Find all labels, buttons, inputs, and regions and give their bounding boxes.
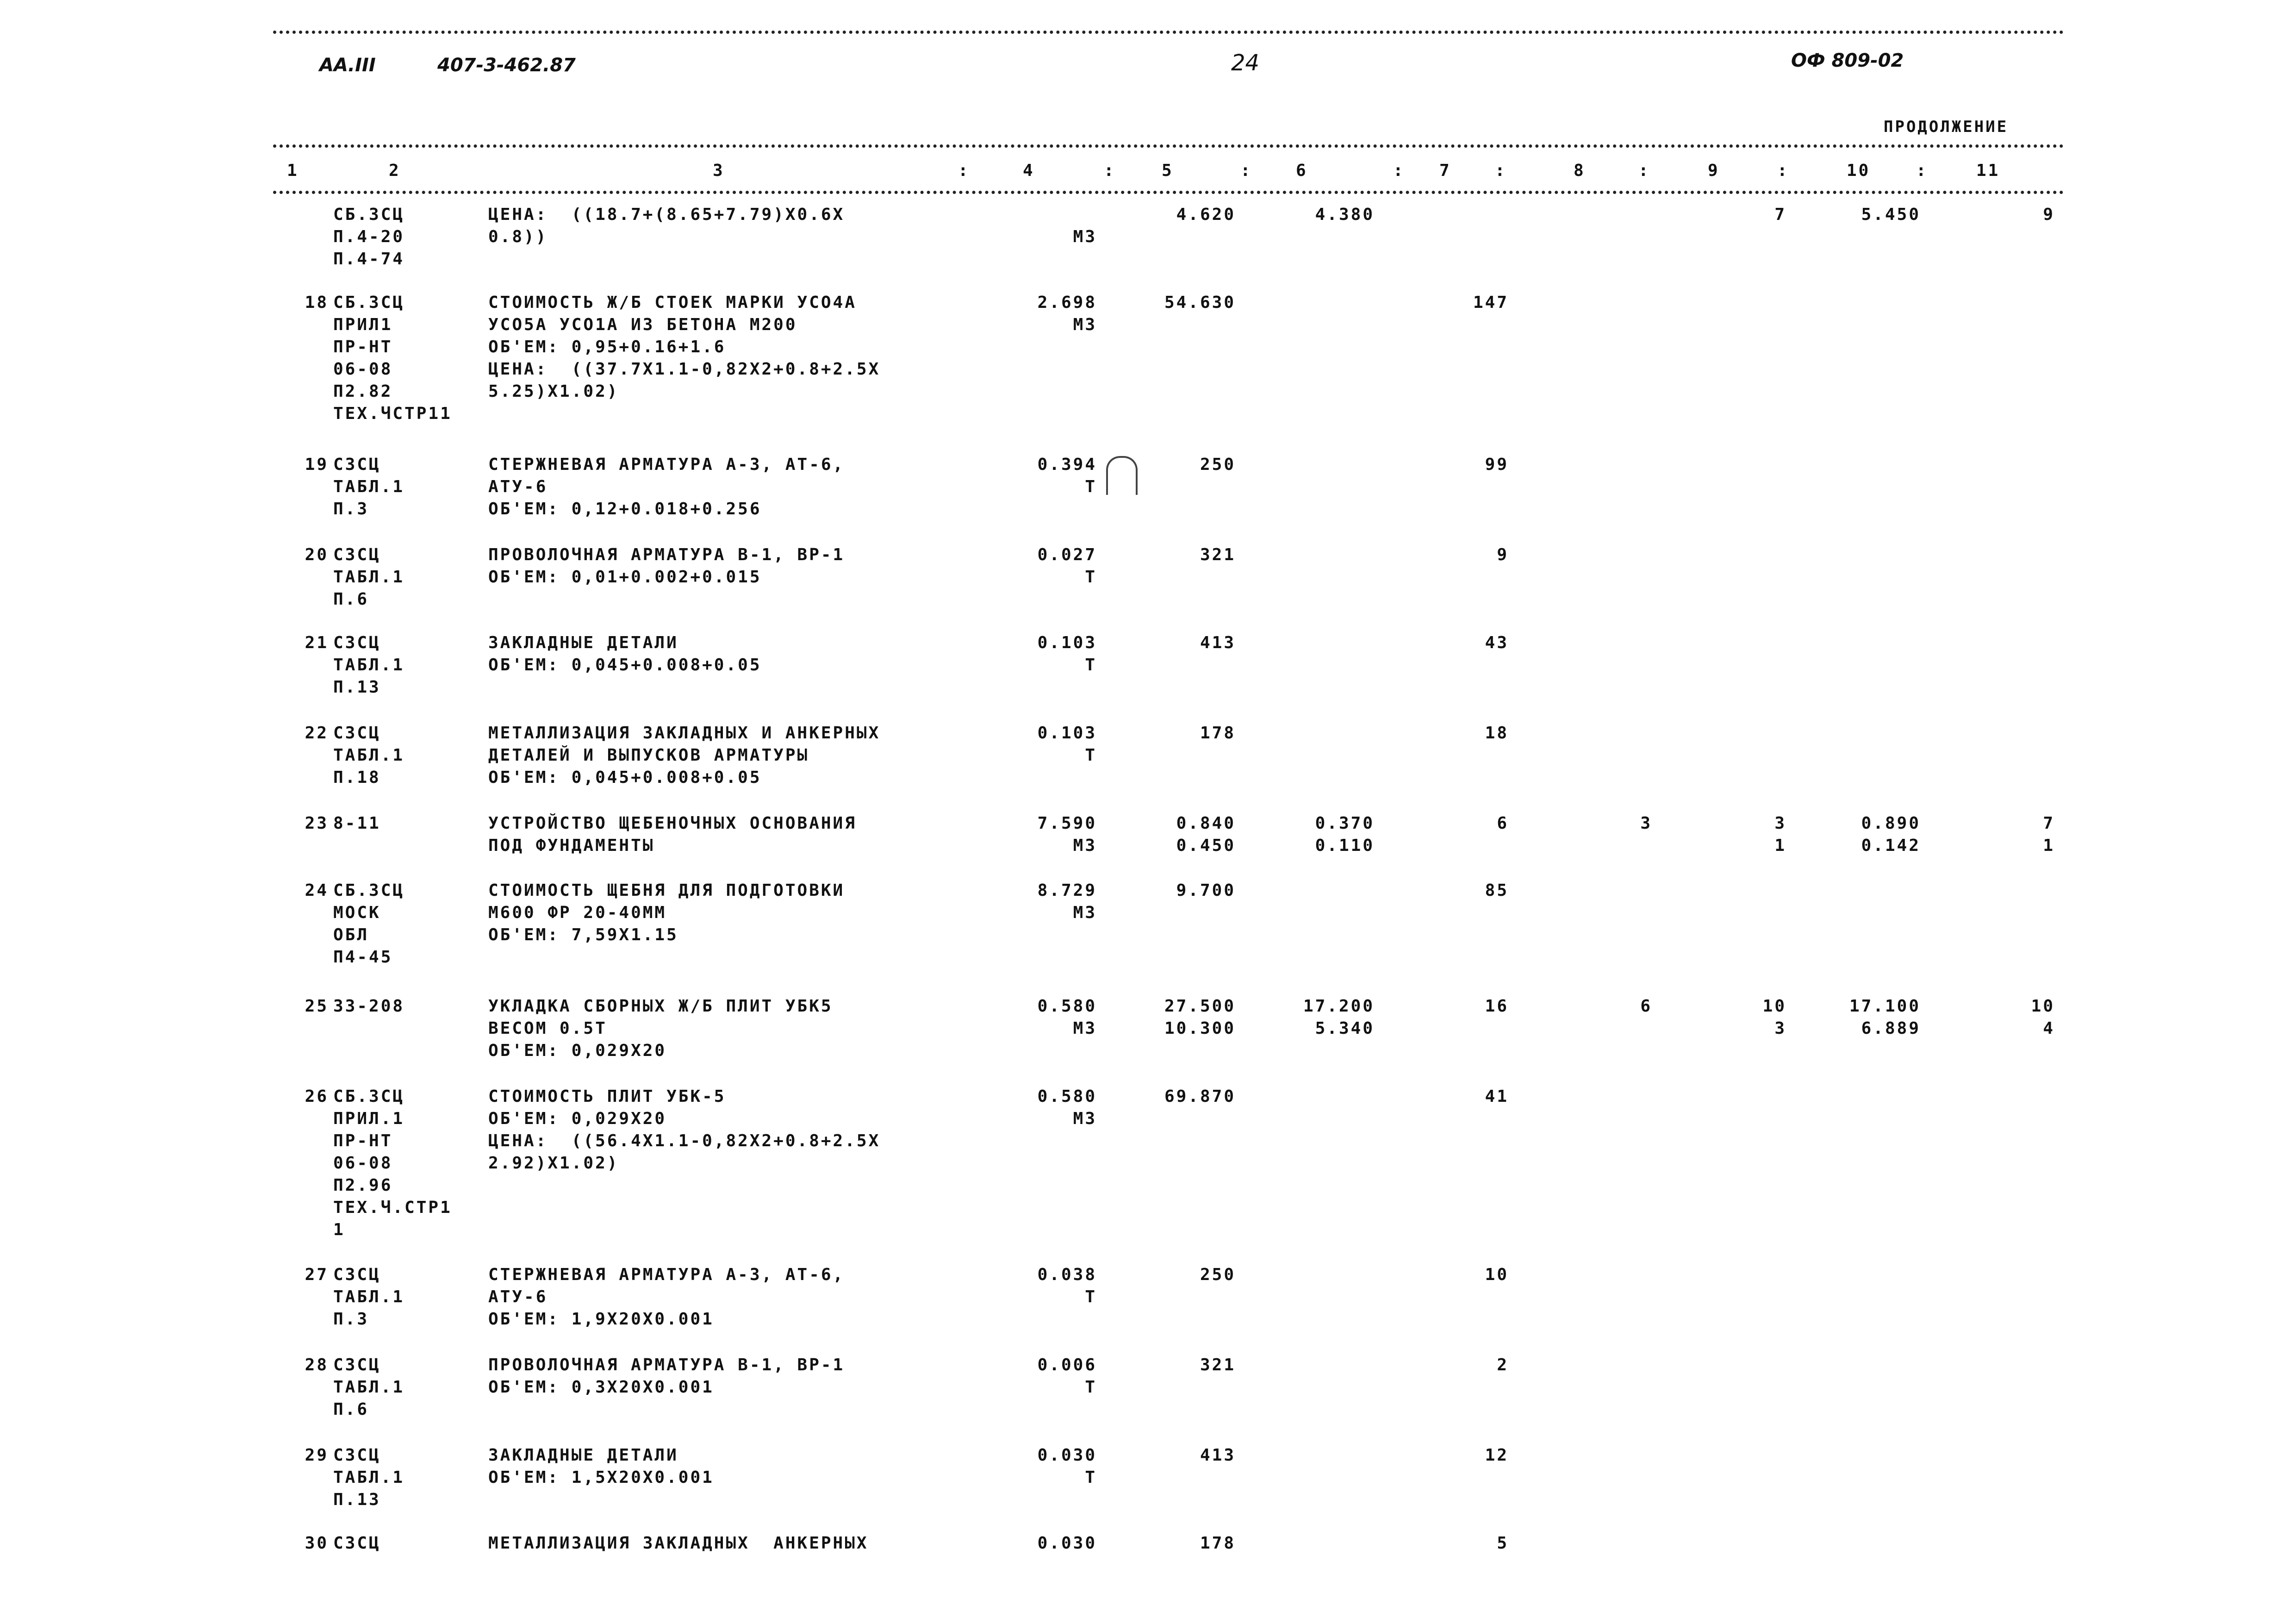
column-number-6: 6	[1296, 161, 1308, 180]
cell-name: ЗАКЛАДНЫЕ ДЕТАЛИ	[488, 633, 678, 652]
column-number-10: 10	[1847, 161, 1871, 180]
cell-name: ОБ'ЕМ: 1,9Х20Х0.001	[488, 1310, 714, 1329]
cell-name: ОБ'ЕМ: 0,12+0.018+0.256	[488, 500, 762, 518]
cell-code: ТАБЛ.1	[333, 656, 405, 675]
cell-code: 8-11	[333, 814, 381, 833]
cell-qty: Т	[1085, 1468, 1097, 1487]
cell-code: П.6	[333, 590, 369, 609]
cell-c10: 17.100	[1849, 997, 1921, 1016]
cell-c5: 54.630	[1164, 293, 1236, 312]
cell-code: П.4-74	[333, 250, 405, 269]
cell-qty: 0.027	[1037, 545, 1097, 564]
header-border-top	[273, 144, 2064, 148]
cell-c10: 0.890	[1861, 814, 1921, 833]
cell-c6: 17.200	[1303, 997, 1375, 1016]
column-separator: :	[1240, 161, 1252, 180]
column-number-11: 11	[1976, 161, 2000, 180]
cell-code: С3СЦ	[333, 1355, 381, 1374]
column-number-7: 7	[1439, 161, 1451, 180]
cell-c5: 0.840	[1176, 814, 1236, 833]
cell-qty: М3	[1073, 903, 1097, 922]
cell-c6: 0.110	[1315, 836, 1375, 855]
continuation-label: ПРОДОЛЖЕНИЕ	[1884, 118, 2009, 136]
cell-code: 1	[333, 1220, 345, 1239]
cell-qty: М3	[1073, 315, 1097, 334]
column-separator: :	[1495, 161, 1507, 180]
cell-no: 29	[305, 1446, 329, 1465]
cell-qty: 2.698	[1037, 293, 1097, 312]
cell-qty: 0.580	[1037, 1087, 1097, 1106]
cell-c5: 178	[1200, 1534, 1236, 1553]
cell-c11: 10	[2031, 997, 2055, 1016]
cell-c5: 69.870	[1164, 1087, 1236, 1106]
cell-code: ТАБЛ.1	[333, 568, 405, 587]
cell-qty: Т	[1085, 1287, 1097, 1306]
cell-name: ЦЕНА: ((18.7+(8.65+7.79)Х0.6Х	[488, 205, 845, 224]
cell-code: ТАБЛ.1	[333, 1468, 405, 1487]
cell-code: П.18	[333, 768, 381, 787]
cell-c7: 99	[1485, 455, 1509, 474]
page-number: 24	[1231, 50, 1260, 76]
cell-c5: 413	[1200, 633, 1236, 652]
cell-code: ПР-НТ	[333, 1131, 393, 1150]
cell-c11: 4	[2043, 1019, 2055, 1038]
cell-name: ВЕСОМ 0.5Т	[488, 1019, 607, 1038]
column-separator: :	[1393, 161, 1405, 180]
cell-no: 30	[305, 1534, 329, 1553]
cell-name: МЕТАЛЛИЗАЦИЯ ЗАКЛАДНЫХ АНКЕРНЫХ	[488, 1534, 869, 1553]
cell-name: ПОД ФУНДАМЕНТЫ	[488, 836, 655, 855]
sheet-code-left: АА.III	[319, 55, 376, 76]
cell-c9: 7	[1774, 205, 1786, 224]
header-border-bottom	[273, 191, 2064, 194]
cell-name: 2.92)Х1.02)	[488, 1154, 619, 1173]
cell-no: 19	[305, 455, 329, 474]
cell-name: ЗАКЛАДНЫЕ ДЕТАЛИ	[488, 1446, 678, 1465]
cell-code: С3СЦ	[333, 633, 381, 652]
cell-code: П2.96	[333, 1176, 393, 1195]
cell-qty: 0.394	[1037, 455, 1097, 474]
cell-name: ОБ'ЕМ: 0,029Х20	[488, 1109, 667, 1128]
cell-c7: 16	[1485, 997, 1509, 1016]
cell-qty: М3	[1073, 1109, 1097, 1128]
cell-no: 28	[305, 1355, 329, 1374]
cell-c7: 41	[1485, 1087, 1509, 1106]
column-number-3: 3	[713, 161, 725, 180]
cell-c10: 6.889	[1861, 1019, 1921, 1038]
cell-c9: 1	[1774, 836, 1786, 855]
cell-c9: 3	[1774, 814, 1786, 833]
cell-code: ТАБЛ.1	[333, 746, 405, 765]
cell-qty: 0.103	[1037, 724, 1097, 743]
cell-qty: 0.103	[1037, 633, 1097, 652]
cell-c6: 4.380	[1315, 205, 1375, 224]
cell-qty: 0.030	[1037, 1534, 1097, 1553]
cell-c7: 9	[1497, 545, 1509, 564]
cell-c8: 3	[1640, 814, 1652, 833]
cell-code: ОБЛ	[333, 925, 369, 944]
cell-code: П.13	[333, 678, 381, 697]
cell-code: СБ.3СЦ	[333, 1087, 405, 1106]
cell-no: 18	[305, 293, 329, 312]
column-separator: :	[1916, 161, 1928, 180]
cell-c7: 10	[1485, 1265, 1509, 1284]
cell-c11: 9	[2043, 205, 2055, 224]
cell-qty: Т	[1085, 477, 1097, 496]
cell-code: П.4-20	[333, 227, 405, 246]
cell-name: УСТРОЙСТВО ЩЕБЕНОЧНЫХ ОСНОВАНИЯ	[488, 814, 857, 833]
cell-code: ТАБЛ.1	[333, 477, 405, 496]
cell-c5: 4.620	[1176, 205, 1236, 224]
cell-c5: 9.700	[1176, 881, 1236, 900]
cell-code: ТЕХ.Ч.СТР1	[333, 1198, 452, 1217]
cell-qty: Т	[1085, 568, 1097, 587]
cell-code: ПРИЛ.1	[333, 1109, 405, 1128]
cell-name: ОБ'ЕМ: 0,95+0.16+1.6	[488, 337, 726, 356]
cell-c7: 6	[1497, 814, 1509, 833]
cell-code: П.13	[333, 1490, 381, 1509]
cell-no: 22	[305, 724, 329, 743]
cell-code: С3СЦ	[333, 1446, 381, 1465]
cell-code: П.3	[333, 500, 369, 518]
cell-code: ТАБЛ.1	[333, 1378, 405, 1397]
cell-name: СТЕРЖНЕВАЯ АРМАТУРА А-3, АТ-6,	[488, 1265, 845, 1284]
cell-c11: 7	[2043, 814, 2055, 833]
cell-name: ПРОВОЛОЧНАЯ АРМАТУРА В-1, ВР-1	[488, 1355, 845, 1374]
cell-c5: 178	[1200, 724, 1236, 743]
cell-no: 25	[305, 997, 329, 1016]
cell-code: 06-08	[333, 360, 393, 379]
cell-name: ОБ'ЕМ: 0,045+0.008+0.05	[488, 656, 762, 675]
cell-code: 06-08	[333, 1154, 393, 1173]
cell-c6: 0.370	[1315, 814, 1375, 833]
cell-code: С3СЦ	[333, 455, 381, 474]
cell-qty: 0.030	[1037, 1446, 1097, 1465]
cell-code: МОСК	[333, 903, 381, 922]
cell-code: С3СЦ	[333, 545, 381, 564]
cell-c9: 3	[1774, 1019, 1786, 1038]
cell-name: ОБ'ЕМ: 7,59Х1.15	[488, 925, 678, 944]
column-number-2: 2	[389, 161, 401, 180]
cell-code: П.3	[333, 1310, 369, 1329]
cell-name: АТУ-6	[488, 1287, 548, 1306]
cell-no: 26	[305, 1087, 329, 1106]
cell-qty: 0.038	[1037, 1265, 1097, 1284]
cell-code: СБ.3СЦ	[333, 881, 405, 900]
cell-code: ПР-НТ	[333, 337, 393, 356]
cell-name: ОБ'ЕМ: 0,3Х20Х0.001	[488, 1378, 714, 1397]
cell-code: П4-45	[333, 948, 393, 967]
column-separator: :	[1777, 161, 1789, 180]
cell-c11: 1	[2043, 836, 2055, 855]
cell-name: 0.8))	[488, 227, 548, 246]
cell-c10: 0.142	[1861, 836, 1921, 855]
cell-c7: 2	[1497, 1355, 1509, 1374]
cell-name: МЕТАЛЛИЗАЦИЯ ЗАКЛАДНЫХ И АНКЕРНЫХ	[488, 724, 881, 743]
cell-name: УСО5А УСО1А ИЗ БЕТОНА М200	[488, 315, 797, 334]
column-separator: :	[1104, 161, 1116, 180]
cell-code: ТАБЛ.1	[333, 1287, 405, 1306]
cell-c5: 321	[1200, 545, 1236, 564]
cell-c5: 0.450	[1176, 836, 1236, 855]
cell-name: ОБ'ЕМ: 0,01+0.002+0.015	[488, 568, 762, 587]
cell-c9: 10	[1762, 997, 1786, 1016]
cell-name: 5.25)Х1.02)	[488, 382, 619, 401]
cell-c7: 5	[1497, 1534, 1509, 1553]
cell-code: П.6	[333, 1400, 369, 1419]
cell-no: 24	[305, 881, 329, 900]
cell-c5: 10.300	[1164, 1019, 1236, 1038]
cell-no: 27	[305, 1265, 329, 1284]
cell-name: УКЛАДКА СБОРНЫХ Ж/Б ПЛИТ УБК5	[488, 997, 833, 1016]
cell-name: СТОИМОСТЬ ПЛИТ УБК-5	[488, 1087, 726, 1106]
cell-qty: Т	[1085, 656, 1097, 675]
cell-c7: 43	[1485, 633, 1509, 652]
column-number-9: 9	[1708, 161, 1720, 180]
cell-c5: 250	[1200, 455, 1236, 474]
cell-name: ЦЕНА: ((37.7Х1.1-0,82Х2+0.8+2.5Х	[488, 360, 881, 379]
cell-qty: Т	[1085, 746, 1097, 765]
cell-name: ОБ'ЕМ: 0,045+0.008+0.05	[488, 768, 762, 787]
cell-qty: Т	[1085, 1378, 1097, 1397]
cell-name: СТОИМОСТЬ ЩЕБНЯ ДЛЯ ПОДГОТОВКИ	[488, 881, 845, 900]
cell-qty: 0.580	[1037, 997, 1097, 1016]
cell-code: ТЕХ.ЧСТР11	[333, 404, 452, 423]
cell-code: С3СЦ	[333, 1265, 381, 1284]
top-border	[273, 31, 2064, 34]
cell-code: СБ.3СЦ	[333, 205, 405, 224]
column-number-5: 5	[1162, 161, 1174, 180]
cell-qty: 7.590	[1037, 814, 1097, 833]
cell-name: АТУ-6	[488, 477, 548, 496]
cell-code: 33-208	[333, 997, 405, 1016]
cell-name: ОБ'ЕМ: 1,5Х20Х0.001	[488, 1468, 714, 1487]
column-number-8: 8	[1574, 161, 1586, 180]
cell-name: М600 ФР 20-40ММ	[488, 903, 667, 922]
cell-c7: 85	[1485, 881, 1509, 900]
cell-c5: 250	[1200, 1265, 1236, 1284]
cell-name: СТОИМОСТЬ Ж/Б СТОЕК МАРКИ УСО4А	[488, 293, 857, 312]
cell-c10: 5.450	[1861, 205, 1921, 224]
column-separator: :	[958, 161, 970, 180]
cell-no: 20	[305, 545, 329, 564]
cell-code: С3СЦ	[333, 1534, 381, 1553]
cell-name: ОБ'ЕМ: 0,029Х20	[488, 1041, 667, 1060]
cell-c6: 5.340	[1315, 1019, 1375, 1038]
cell-qty: 0.006	[1037, 1355, 1097, 1374]
cell-code: С3СЦ	[333, 724, 381, 743]
column-separator: :	[1638, 161, 1650, 180]
sheet-code-right: ОФ 809-02	[1791, 50, 1904, 71]
document-number: 407-3-462.87	[437, 55, 576, 76]
cell-name: СТЕРЖНЕВАЯ АРМАТУРА А-3, АТ-6,	[488, 455, 845, 474]
cell-c5: 27.500	[1164, 997, 1236, 1016]
cell-no: 21	[305, 633, 329, 652]
cell-name: ДЕТАЛЕЙ И ВЫПУСКОВ АРМАТУРЫ	[488, 746, 809, 765]
cell-c7: 12	[1485, 1446, 1509, 1465]
column-number-4: 4	[1023, 161, 1035, 180]
cell-c7: 18	[1485, 724, 1509, 743]
cell-code: ПРИЛ1	[333, 315, 393, 334]
cell-name: ПРОВОЛОЧНАЯ АРМАТУРА В-1, ВР-1	[488, 545, 845, 564]
cell-no: 23	[305, 814, 329, 833]
cell-c5: 321	[1200, 1355, 1236, 1374]
cell-qty: 8.729	[1037, 881, 1097, 900]
cell-qty: М3	[1073, 1019, 1097, 1038]
cell-c7: 147	[1473, 293, 1509, 312]
cell-c5: 413	[1200, 1446, 1236, 1465]
column-number-1: 1	[287, 161, 299, 180]
cell-name: ЦЕНА: ((56.4Х1.1-0,82Х2+0.8+2.5Х	[488, 1131, 881, 1150]
cell-c8: 6	[1640, 997, 1652, 1016]
cell-code: П2.82	[333, 382, 393, 401]
cell-qty: М3	[1073, 836, 1097, 855]
cell-code: СБ.3СЦ	[333, 293, 405, 312]
cell-qty: М3	[1073, 227, 1097, 246]
